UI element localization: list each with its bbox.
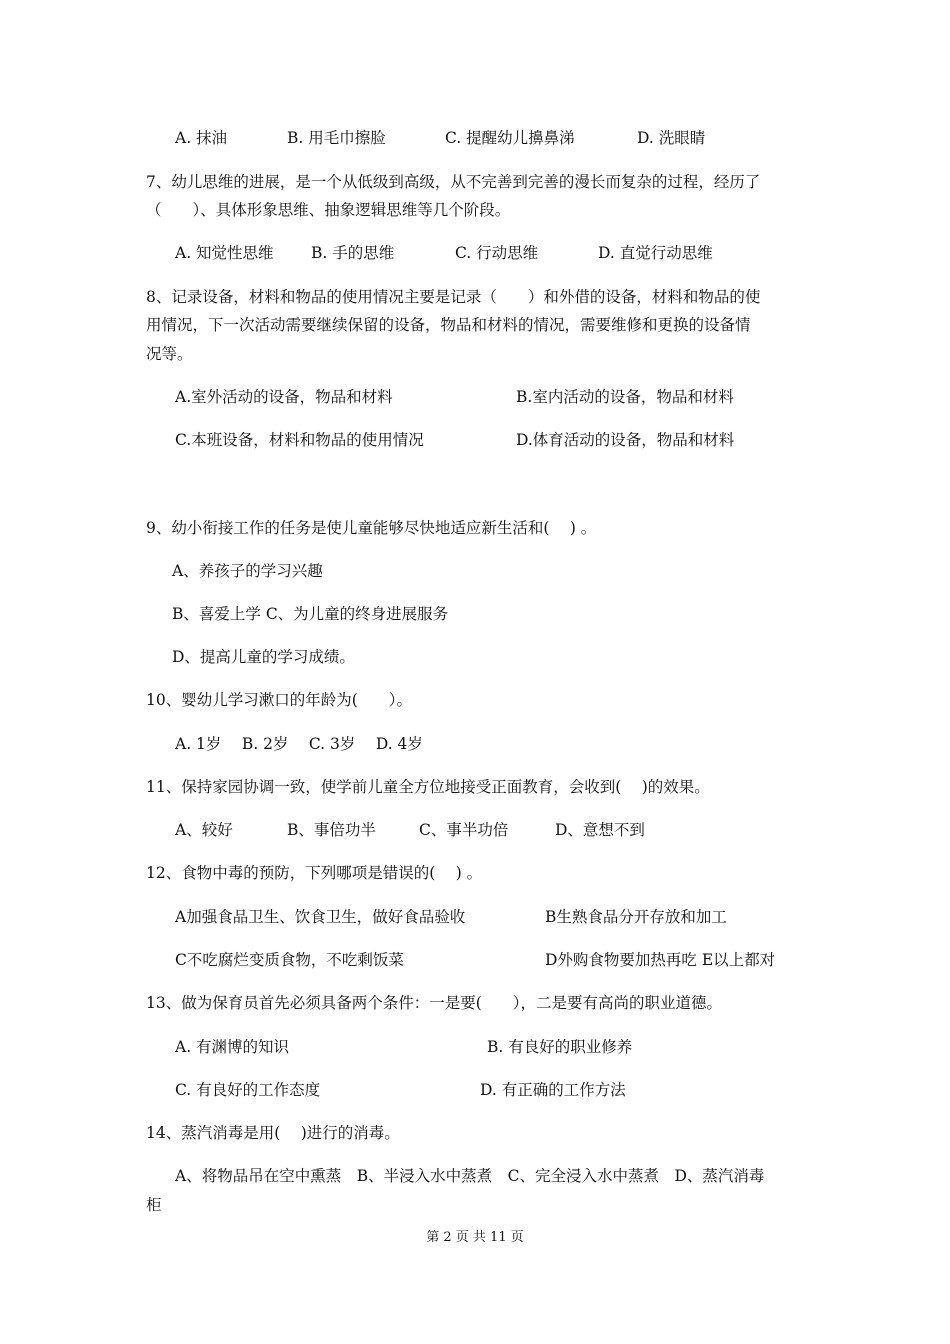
q7-option-a: A. 知觉性思维	[175, 244, 274, 262]
q13-text: 13、做为保育员首先必须具备两个条件：一是要( ），二是要有高尚的职业道德。	[146, 994, 723, 1012]
q14-options-line-1: A、将物品吊在空中熏蒸 B、半浸入水中蒸煮 C、完全浸入水中蒸煮 D、蒸汽消毒	[175, 1167, 765, 1185]
q9-option-d: D、提高儿童的学习成绩。	[172, 648, 355, 666]
q11-option-b: B、事倍功半	[287, 821, 376, 839]
q13-option-c: C. 有良好的工作态度	[175, 1081, 321, 1099]
q12-option-de: D外购食物要加热再吃 E以上都对	[545, 951, 776, 969]
q7-text-line-2: （ ）、具体形象思维、抽象逻辑思维等几个阶段。	[146, 201, 511, 219]
q9-option-a: A、养孩子的学习兴趣	[172, 562, 323, 580]
q11-option-d: D、意想不到	[555, 821, 645, 839]
q12-option-a: A加强食品卫生、饮食卫生，做好食品验收	[175, 908, 466, 926]
q11-option-c: C、事半功倍	[419, 821, 509, 839]
q12-text: 12、食物中毒的预防，下列哪项是错误的( ) 。	[146, 864, 483, 882]
q11-option-a: A、较好	[175, 821, 233, 839]
q13-option-a: A. 有渊博的知识	[175, 1038, 290, 1056]
q6-option-d: D. 洗眼睛	[637, 129, 706, 147]
q8-option-d: D.体育活动的设备，物品和材料	[516, 431, 735, 449]
q8-text-line-1: 8、记录设备，材料和物品的使用情况主要是记录（ ）和外借的设备，材料和物品的使	[146, 288, 761, 306]
q8-option-b: B.室内活动的设备，物品和材料	[516, 388, 734, 406]
q14-text: 14、蒸汽消毒是用( )进行的消毒。	[146, 1124, 400, 1142]
q13-option-b: B. 有良好的职业修养	[487, 1038, 633, 1056]
q7-option-c: C. 行动思维	[455, 244, 539, 262]
page-footer: 第 2 页 共 11 页	[426, 1230, 524, 1245]
q12-option-b: B生熟食品分开存放和加工	[545, 908, 727, 926]
q7-text-line-1: 7、幼儿思维的进展，是一个从低级到高级，从不完善到完善的漫长而复杂的过程，经历了	[146, 173, 761, 191]
q11-text: 11、保持家园协调一致，使学前儿童全方位地接受正面教育，会收到( )的效果。	[146, 778, 710, 796]
q6-option-a: A. 抹油	[175, 129, 228, 147]
q13-option-d: D. 有正确的工作方法	[480, 1081, 626, 1099]
q7-option-d: D. 直觉行动思维	[598, 244, 713, 262]
q8-text-line-3: 况等。	[146, 345, 193, 363]
q8-option-a: A.室外活动的设备，物品和材料	[175, 388, 393, 406]
q9-text: 9、幼小衔接工作的任务是使儿童能够尽快地适应新生活和( ) 。	[146, 519, 597, 537]
q8-option-c: C.本班设备，材料和物品的使用情况	[175, 431, 424, 449]
q7-option-b: B. 手的思维	[311, 244, 395, 262]
q10-text: 10、婴幼儿学习漱口的年龄为( ）。	[146, 691, 413, 709]
q9-option-bc: B、喜爱上学 C、为儿童的终身进展服务	[172, 605, 449, 623]
q14-options-line-2: 柜	[146, 1196, 162, 1214]
q10-options: A. 1岁 B. 2岁 C. 3岁 D. 4岁	[175, 735, 423, 753]
q12-option-c: C不吃腐烂变质食物，不吃剩饭菜	[175, 951, 404, 969]
q8-text-line-2: 用情况，下一次活动需要继续保留的设备，物品和材料的情况，需要维修和更换的设备情	[146, 316, 751, 334]
q6-option-b: B. 用毛巾擦脸	[287, 129, 386, 147]
q6-option-c: C. 提醒幼儿擤鼻涕	[445, 129, 575, 147]
